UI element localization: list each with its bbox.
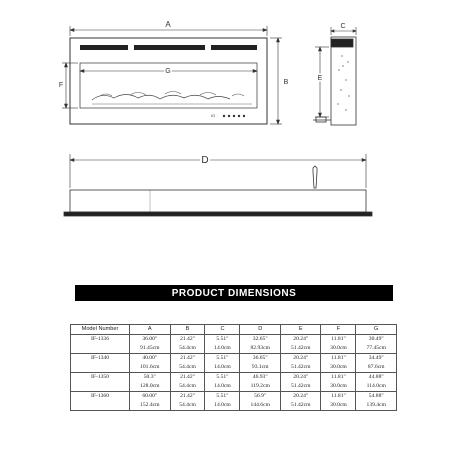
table-cell: 30.0cm <box>321 344 356 354</box>
dim-label-e: E <box>317 75 323 82</box>
dim-e <box>315 47 329 117</box>
table-cell: 54.4cm <box>170 382 205 392</box>
table-cell: 20.24" <box>280 373 321 383</box>
dim-label-g: G <box>165 68 171 75</box>
table-cell: 21.42" <box>170 335 205 345</box>
table-cell: 91.45cm <box>130 344 171 354</box>
table-cell: 11.81" <box>321 335 356 345</box>
table-cell: 30.0cm <box>321 382 356 392</box>
dim-label-c: C <box>340 23 346 30</box>
dim-b <box>270 38 282 124</box>
header-model-number: Model Number <box>71 325 130 335</box>
table-cell: 128.0cm <box>130 382 171 392</box>
table-cell: 11.81" <box>321 373 356 383</box>
model-cell: IF-1360 <box>71 392 130 402</box>
table-row <box>71 401 397 411</box>
dim-label-d: D <box>201 155 209 166</box>
table-cell: 93.1cm <box>240 363 281 373</box>
dim-label-b: B <box>283 79 289 86</box>
header-f: F <box>321 325 356 335</box>
table-cell: 21.42" <box>170 392 205 402</box>
dimensions-table <box>70 324 397 411</box>
table-cell: 51.42cm <box>280 344 321 354</box>
table-cell: 51.42cm <box>280 382 321 392</box>
table-cell: 54.4cm <box>170 363 205 373</box>
table-cell: 14.0cm <box>205 401 240 411</box>
dim-d <box>70 154 366 188</box>
table-cell: 51.42cm <box>280 363 321 373</box>
table-cell: 54.4cm <box>170 344 205 354</box>
header-a: A <box>130 325 171 335</box>
table-cell: 21.42" <box>170 354 205 364</box>
table-cell: 36.00" <box>130 335 171 345</box>
table-cell: 14.0cm <box>205 382 240 392</box>
table-cell: 101.6cm <box>130 363 171 373</box>
table-cell: 14.0cm <box>205 344 240 354</box>
svg-text:IO: IO <box>211 113 216 118</box>
table-cell: 5.51" <box>205 335 240 345</box>
table-cell: 152.4cm <box>130 401 171 411</box>
dim-label-a: A <box>165 20 171 29</box>
table-cell: 77.45cm <box>356 344 397 354</box>
table-cell: 144.6cm <box>240 401 281 411</box>
model-cell-empty <box>71 344 130 354</box>
table-cell: 51.42cm <box>280 401 321 411</box>
table-row <box>71 344 397 354</box>
table-cell: 139.4cm <box>356 401 397 411</box>
table-cell: 54.4cm <box>170 401 205 411</box>
table-cell: 14.0cm <box>205 363 240 373</box>
table-header-row <box>71 325 397 335</box>
header-c: C <box>205 325 240 335</box>
dim-label-f: F <box>58 82 64 89</box>
header-g: G <box>356 325 397 335</box>
table-cell: 40.00" <box>130 354 171 364</box>
table-cell: 114.0cm <box>356 382 397 392</box>
top-view <box>64 166 372 216</box>
table-cell: 34.49" <box>356 354 397 364</box>
table-cell: 44.88" <box>356 373 397 383</box>
table-cell: 32.65" <box>240 335 281 345</box>
table-row <box>71 335 397 345</box>
table-cell: 54.88" <box>356 392 397 402</box>
header-d: D <box>240 325 281 335</box>
side-view-dots <box>337 55 349 110</box>
model-cell: IF-1336 <box>71 335 130 345</box>
model-cell-empty <box>71 382 130 392</box>
table-cell: 56.9" <box>240 392 281 402</box>
table-cell: 46.93" <box>240 373 281 383</box>
table-cell: 5.51" <box>205 354 240 364</box>
table-cell: 82.93cm <box>240 344 281 354</box>
table-cell: 30.0cm <box>321 363 356 373</box>
table-cell: 20.24" <box>280 354 321 364</box>
table-cell: 11.81" <box>321 354 356 364</box>
table-row <box>71 363 397 373</box>
model-cell-empty <box>71 401 130 411</box>
table-row <box>71 382 397 392</box>
table-row <box>71 354 397 364</box>
table-cell: 87.6cm <box>356 363 397 373</box>
front-view <box>70 38 267 124</box>
table-cell: 36.65" <box>240 354 281 364</box>
table-cell: 20.24" <box>280 335 321 345</box>
model-cell: IF-1340 <box>71 354 130 364</box>
table-cell: 60.00" <box>130 392 171 402</box>
header-b: B <box>170 325 205 335</box>
table-cell: 50.3" <box>130 373 171 383</box>
table-cell: 30.49" <box>356 335 397 345</box>
table-cell: 5.51" <box>205 373 240 383</box>
model-cell-empty <box>71 363 130 373</box>
table-row <box>71 373 397 383</box>
table-cell: 21.42" <box>170 373 205 383</box>
model-cell: IF-1350 <box>71 373 130 383</box>
table-cell: 5.51" <box>205 392 240 402</box>
table-cell: 30.0cm <box>321 401 356 411</box>
table-row <box>71 392 397 402</box>
table-cell: 119.2cm <box>240 382 281 392</box>
product-dimensions-title: PRODUCT DIMENSIONS <box>75 285 393 301</box>
table-cell: 11.81" <box>321 392 356 402</box>
header-e: E <box>280 325 321 335</box>
table-cell: 20.24" <box>280 392 321 402</box>
